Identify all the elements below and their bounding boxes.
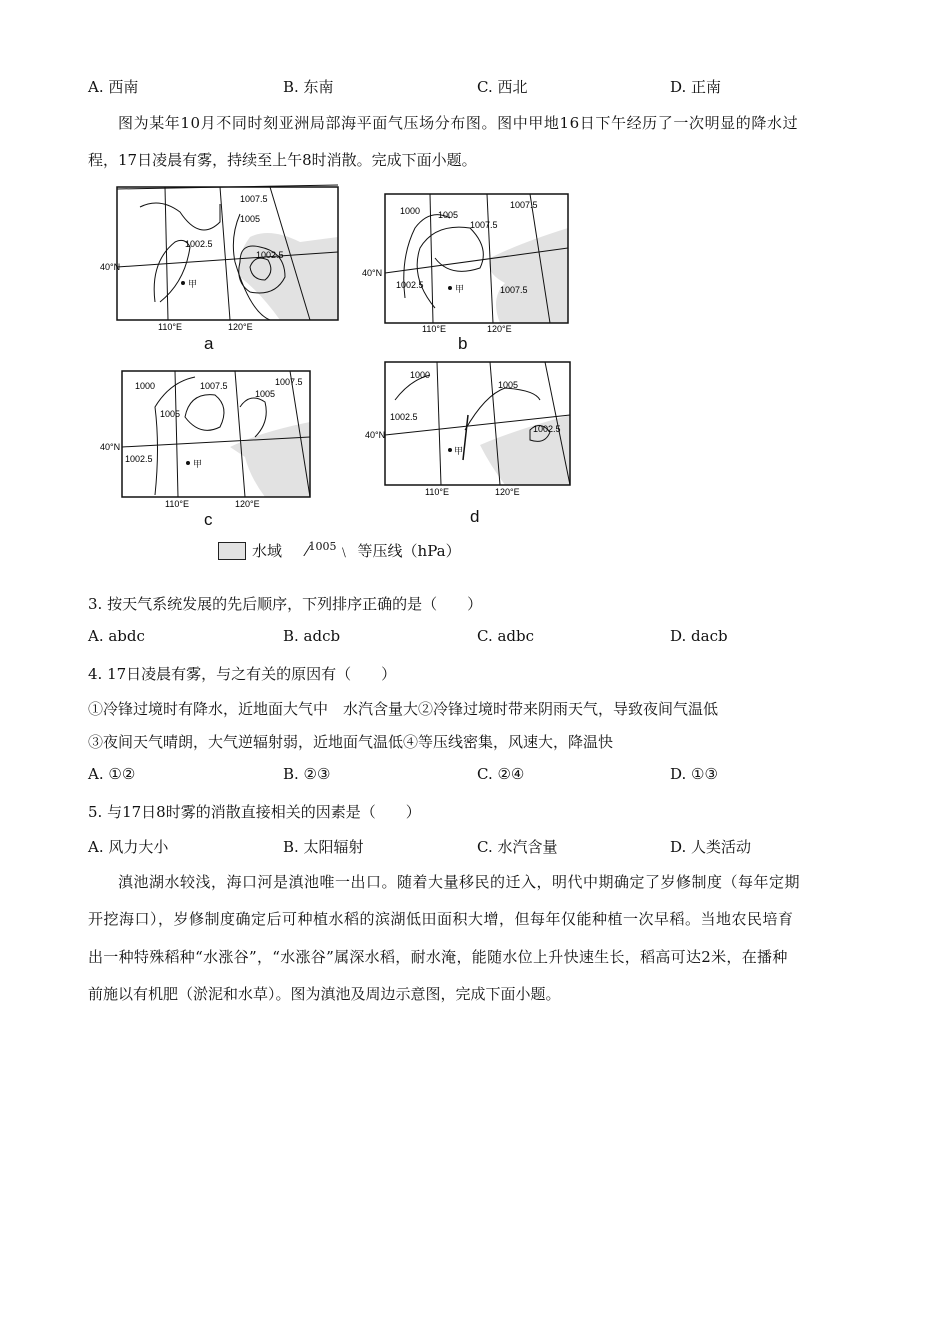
isobar-symbol: ⁄$^{1005}$﹨: [306, 540, 352, 560]
legend-isobar-value: 1005: [308, 540, 337, 553]
q3-option-b: B. adcb: [283, 627, 341, 645]
pressure-map-d: [365, 360, 575, 500]
isobar-label: 1007.5: [240, 194, 268, 204]
isobar-label: 1007.5: [275, 377, 303, 387]
q5-option-b: B. 太阳辐射: [283, 838, 364, 856]
isobar-label: 1000: [410, 370, 431, 380]
place-label: 甲: [193, 459, 203, 469]
pressure-map-a: [100, 182, 345, 332]
q4-option-a: A. ①②: [88, 765, 136, 783]
isobar-label: 1000: [400, 206, 421, 216]
passage-line-2: 开挖海口），岁修制度确定后可种植水稻的滨湖低田面积大增，但每年仅能种植一次早稻。当地农民培育: [88, 910, 794, 928]
q5-option-d: D. 人类活动: [670, 838, 752, 856]
isobar-label: 1007.5: [470, 220, 498, 230]
passage-line-4: 前施以有机肥（淤泥和水草）。图为滇池及周边示意图，完成下面小题。: [88, 985, 561, 1003]
lon-label: 120°E: [487, 324, 512, 333]
place-label: 甲: [455, 284, 465, 294]
pressure-map-b: [360, 188, 572, 333]
map-label-d: d: [470, 507, 480, 526]
prev-option-c: C. 西北: [477, 78, 528, 96]
map-label-a: a: [204, 334, 214, 353]
q3-option-a: A. abdc: [88, 627, 145, 645]
isobar-label: 1002.5: [256, 250, 284, 260]
isobar-label: 1002.5: [533, 424, 561, 434]
lat-label: 40°N: [362, 268, 383, 278]
legend-water: 水域: [252, 542, 283, 560]
prev-option-a: A. 西南: [88, 78, 139, 96]
map-label-b: b: [458, 334, 468, 353]
q3-option-d: D. dacb: [670, 627, 728, 645]
q4-option-c: C. ②④: [477, 765, 525, 783]
isobar-label: 1005: [498, 380, 519, 390]
lon-label: 120°E: [235, 499, 260, 509]
isobar-label: 1005: [160, 409, 181, 419]
q5-option-c: C. 水汽含量: [477, 838, 558, 856]
legend-isobar: 等压线（hPa）: [357, 542, 461, 560]
isobar-label: 1002.5: [396, 280, 424, 290]
q4-option-b: B. ②③: [283, 765, 331, 783]
isobar-label: 1002.5: [185, 239, 213, 249]
map-label-c: c: [204, 510, 213, 529]
isobar-label: 1007.5: [500, 285, 528, 295]
lon-label: 110°E: [425, 487, 449, 497]
lat-label: 40°N: [100, 442, 121, 452]
map-legend: [218, 540, 461, 561]
lon-label: 110°E: [158, 322, 182, 332]
lon-label: 110°E: [165, 499, 189, 509]
isobar-label: 1005: [240, 214, 261, 224]
passage-line-1: 滇池湖水较浅，海口河是滇池唯一出口。随着大量移民的迁入，明代中期确定了岁修制度（每年定期: [118, 873, 801, 891]
passage-line-3: 出一种特殊稻种“水涨谷”，“水涨谷”属深水稻，耐水淹，能随水位上升快速生长，稻高可达2米，在播种: [88, 948, 788, 966]
prev-option-b: B. 东南: [283, 78, 334, 96]
place-label: 甲: [188, 279, 198, 289]
place-label: 甲: [454, 446, 464, 456]
q5-option-a: A. 风力大小: [88, 838, 169, 856]
water-swatch: [218, 542, 246, 560]
q5-stem: 5. 与17日8时雾的消散直接相关的因素是（ ）: [88, 803, 421, 821]
isobar-label: 1000: [135, 381, 156, 391]
prev-option-d: D. 正南: [670, 78, 722, 96]
q4-option-d: D. ①③: [670, 765, 718, 783]
lon-label: 110°E: [422, 324, 446, 333]
isobar-label: 1005: [255, 389, 276, 399]
isobar-label: 1007.5: [510, 200, 538, 210]
intro-line-2: 程，17日凌晨有雾，持续至上午8时消散。完成下面小题。: [88, 151, 477, 169]
isobar-label: 1005: [438, 210, 459, 220]
q3-option-c: C. adbc: [477, 627, 535, 645]
pressure-map-c: [100, 367, 315, 512]
lon-label: 120°E: [228, 322, 253, 332]
lon-label: 120°E: [495, 487, 520, 497]
isobar-label: 1007.5: [200, 381, 228, 391]
isobar-label: 1002.5: [390, 412, 418, 422]
q4-stem: 4. 17日凌晨有雾，与之有关的原因有（ ）: [88, 665, 397, 683]
isobar-label: 1002.5: [125, 454, 153, 464]
intro-line-1: 图为某年10月不同时刻亚洲局部海平面气压场分布图。图中甲地16日下午经历了一次明显的降水过: [118, 114, 799, 132]
lat-label: 40°N: [100, 262, 121, 272]
lat-label: 40°N: [365, 430, 386, 440]
q4-statement-2: ③夜间天气晴朗，大气逆辐射弱，近地面气温低④等压线密集，风速大，降温快: [88, 733, 614, 751]
q3-stem: 3. 按天气系统发展的先后顺序，下列排序正确的是（ ）: [88, 595, 483, 613]
q4-statement-1: ①冷锋过境时有降水，近地面大气中 水汽含量大②冷锋过境时带来阴雨天气，导致夜间气温低: [88, 700, 719, 718]
